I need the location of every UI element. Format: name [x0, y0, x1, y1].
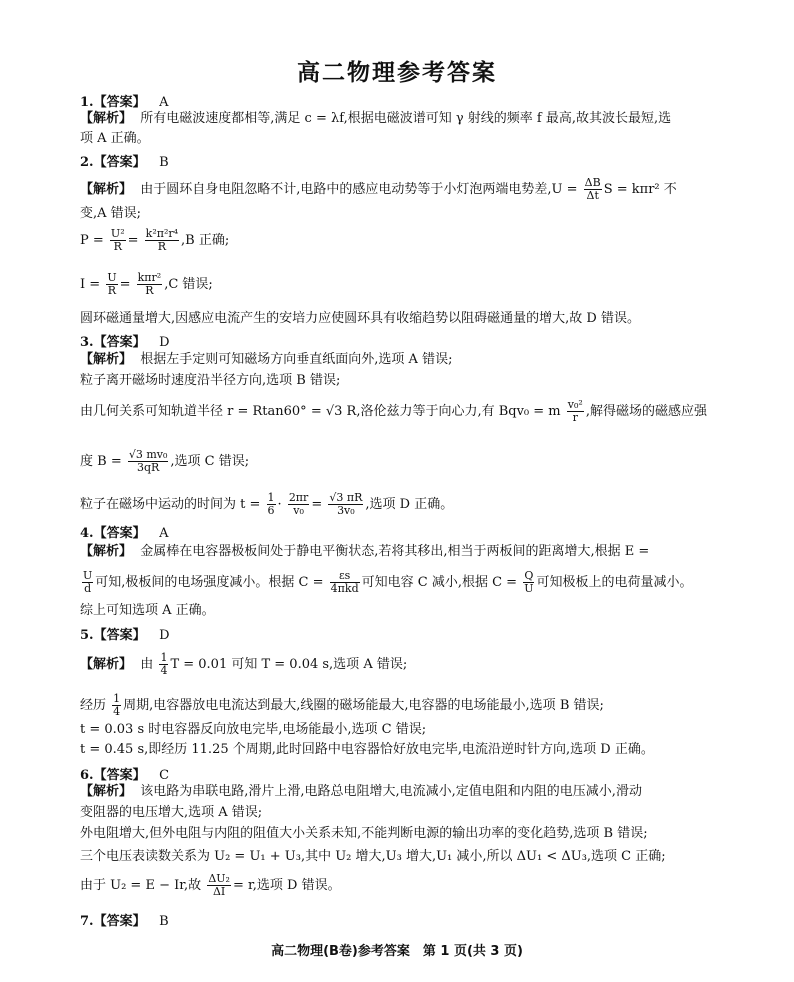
- q6-answer-value: C: [159, 768, 170, 783]
- q4-analysis-line1: 【解析】 金属棒在电容器极板间处于静电平衡状态,若将其移出,相当于两板间的距离增大,根据 E =: [80, 544, 650, 559]
- q2-analysis-line1: [80, 177, 677, 202]
- q1-answer-value: A: [159, 95, 169, 110]
- q1-number: 1.【答案】: [80, 95, 146, 110]
- q5-analysis-line2: 经历 $\frac{1}{4}$ 周期,电容器放电电流达到最大,线圈的磁场能最大,电容器的电场能最小,选项 B 错误;: [80, 692, 604, 718]
- q2-number: 2.【答案】: [80, 155, 146, 170]
- q2-analysis-line4: I = $\frac{U}{R}$ = kπr² R ,C 错误;: [80, 271, 213, 297]
- q1-analysis-line2: 项 A 正确。: [80, 131, 150, 146]
- q2-answer-value: B: [159, 155, 169, 170]
- q1-analysis-line1: [80, 111, 671, 127]
- q2-analysis-tag: 【解析】: [80, 182, 133, 197]
- q1-text-1: 所有电磁波速度都相等,满足 c = λf,根据电磁波谱可知 γ 射线的频率 f 最高,故其波长最短,选: [140, 111, 672, 126]
- q3-analysis-line2: 粒子离开磁场时速度沿半径方向,选项 B 错误;: [80, 373, 341, 388]
- q6-analysis-line5: 由于 U₂ = E − Ir,故 $\frac{\text{ΔU₂}}{\Delta I}$ = r,选项 D 错误。: [80, 872, 341, 898]
- q3-answer: [80, 331, 170, 350]
- page-title: 高二物理参考答案: [297, 60, 497, 86]
- q5-analysis-line4: t = 0.45 s,即经历 11.25 个周期,此时回路中电容器恰好放电完毕,电流沿逆时针方向,选项 D 正确。: [80, 742, 654, 757]
- q5-number: 5.【答案】: [80, 628, 146, 643]
- q3-number: 3.【答案】: [80, 335, 146, 350]
- q3-analysis-line4: 度 B = $\frac{\text{√3 mv₀}}{3qR}$ ,选项 C 错误;: [80, 448, 250, 474]
- page-footer: 高二物理(B卷)参考答案 第 1 页(共 3 页): [271, 944, 523, 959]
- q1-answer: [80, 91, 169, 110]
- q2-analysis-line2: 变,A 错误;: [80, 206, 142, 221]
- q3-answer-value: D: [159, 335, 170, 350]
- q6-analysis-line1: 【解析】 该电路为串联电路,滑片上滑,电路总电阻增大,电流减小,定值电阻和内阻的电压减小,滑动: [80, 784, 642, 799]
- q6-analysis-line4: 三个电压表读数关系为 U₂ = U₁ + U₃,其中 U₂ 增大,U₃ 增大,U₁ 减小,所以 ΔU₁ < ΔU₃,选项 C 正确;: [80, 849, 666, 864]
- q4-analysis-line2: $\frac{U}{d}$ 可知,极板间的电场强度减小。根据 C = εs 4πkd 可知电容 C 减小,根据 C = $\frac{Q}{U}$ 可知极板上的电荷量减小。: [83, 569, 693, 595]
- q7-number: 7.【答案】: [80, 914, 146, 929]
- q7-answer: [80, 910, 169, 929]
- q5-analysis-line3: t = 0.03 s 时电容器反向放电完毕,电场能最小,选项 C 错误;: [80, 722, 427, 737]
- q1-analysis-tag: 【解析】: [80, 111, 133, 126]
- q4-analysis-tag: 【解析】: [80, 544, 133, 559]
- q3-analysis-line5: 粒子在磁场中运动的时间为 t = $\frac{1}{6}$ · $\frac{2\pi r}{\text{v₀}}$ = $\frac{√3 \pi R}{\text{3v₀}}$ ,选项 D 正确。: [80, 491, 454, 517]
- q2-analysis-line5: 圆环磁通量增大,因感应电流产生的安培力应使圆环具有收缩趋势以阻碍磁通量的增大,故 D 错误。: [80, 311, 640, 326]
- q3-analysis-line3: 由几何关系可知轨道半径 r = Rtan60° = √3 R,洛伦兹力等于向心力,有 Bqv₀ = m $\frac{\text{v₀²}}{r}$ ,解得磁场的磁感应强: [80, 398, 707, 424]
- q2-text-1a: 由于圆环自身电阻忽略不计,电路中的感应电动势等于小灯泡两端电势差,U =: [140, 182, 578, 197]
- q3-analysis-tag: 【解析】: [80, 352, 133, 367]
- q2-text-1b: S = kπr² 不: [603, 182, 677, 197]
- q2-analysis-line3: P = $\frac{\text{U²}}{R}$ = $\frac{\text{k²π²r⁴}}{R}$ ,B 正确;: [80, 227, 230, 253]
- q6-analysis-tag: 【解析】: [80, 784, 133, 799]
- q5-answer-value: D: [159, 628, 170, 643]
- q4-number: 4.【答案】: [80, 526, 146, 541]
- q6-answer: [80, 764, 169, 783]
- q6-analysis-line2: 变阻器的电压增大,选项 A 错误;: [80, 805, 263, 820]
- q2-answer: [80, 151, 169, 170]
- q6-number: 6.【答案】: [80, 768, 146, 783]
- q4-analysis-line3: 综上可知选项 A 正确。: [80, 603, 215, 618]
- q2-fraction-1: $\frac{\Delta B}{\Delta t}$: [584, 176, 601, 202]
- q6-analysis-line3: 外电阻增大,但外电阻与内阻的阻值大小关系未知,不能判断电源的输出功率的变化趋势,选项 B 错误;: [80, 826, 648, 841]
- q5-analysis-line1: 【解析】 由 $\frac{1}{4}$ T = 0.01 可知 T = 0.04 s,选项 A 错误;: [80, 651, 408, 677]
- q3-analysis-line1: 【解析】 根据左手定则可知磁场方向垂直纸面向外,选项 A 错误;: [80, 352, 453, 367]
- q7-answer-value: B: [159, 914, 169, 929]
- q5-analysis-tag: 【解析】: [80, 657, 133, 672]
- q4-answer-value: A: [159, 526, 169, 541]
- q4-answer: [80, 522, 169, 541]
- q5-answer: [80, 624, 170, 643]
